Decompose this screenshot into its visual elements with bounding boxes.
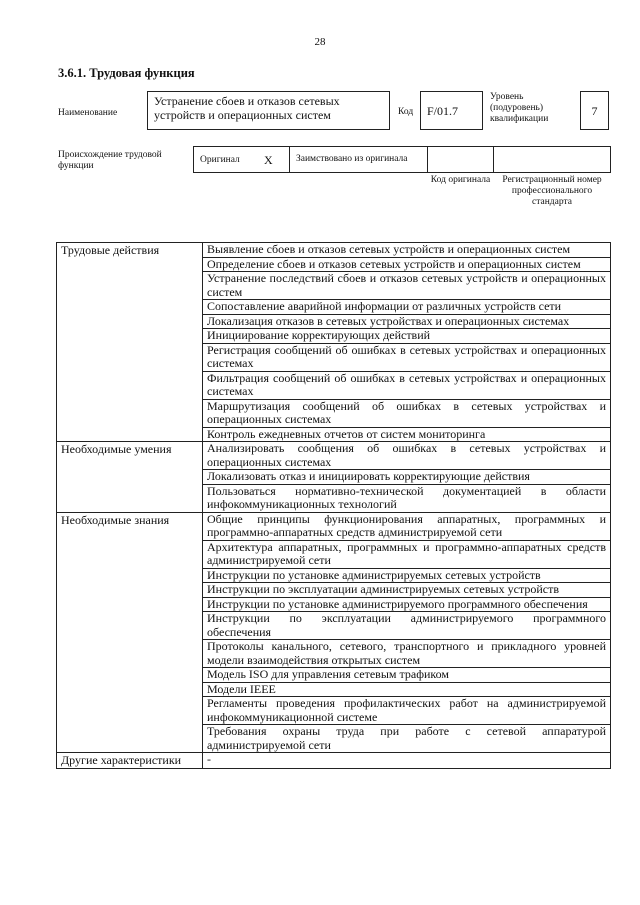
table-cell-item: - [203, 753, 611, 769]
table-row [57, 753, 611, 769]
table-cell-item: Инструкции по установке администрируемого программного обеспечения [203, 597, 611, 612]
table-cell-item: Инструкции по эксплуатации администрируемого программного обеспечения [203, 612, 611, 640]
labor-function-table [56, 242, 611, 769]
table-cell-item: Анализировать сообщения об ошибках в сетевых устройствах и операционных системах [203, 442, 611, 470]
table-cell-item: Инструкции по эксплуатации администрируемых сетевых устройств [203, 583, 611, 598]
table-cell-item: Архитектура аппаратных, программных и программно-аппаратных средств администрируемой сети [203, 540, 611, 568]
level-value-box: 7 [580, 91, 609, 130]
name-label: Наименование [58, 108, 118, 118]
table-row [57, 243, 611, 258]
table-cell-item: Маршрутизация сообщений об ошибках в сетевых устройствах и операционных системах [203, 399, 611, 427]
table-cell-item: Фильтрация сообщений об ошибках в сетевых устройствах и операционных системах [203, 371, 611, 399]
function-name-box: Устранение сбоев и отказов сетевых устройств и операционных систем [147, 91, 390, 130]
section-title: 3.6.1. Трудовая функция [58, 66, 195, 80]
table-cell-item: Сопоставление аварийной информации от различных устройств сети [203, 300, 611, 315]
table-cell-item: Протоколы канального, сетевого, транспортного и прикладного уровней модели взаимодействия открытых систем [203, 640, 611, 668]
table-cell-item: Контроль ежедневных отчетов от систем мониторинга [203, 427, 611, 442]
table-cell-item: Локализация отказов в сетевых устройствах и операционных системах [203, 314, 611, 329]
table-cell-item: Устранение последствий сбоев и отказов сетевых устройств и операционных систем [203, 272, 611, 300]
table-cell-item: Инициирование корректирующих действий [203, 329, 611, 344]
original-mark: X [264, 153, 273, 167]
section-category-label: Другие характеристики [57, 753, 203, 769]
section-category-label: Трудовые действия [57, 243, 203, 442]
table-cell-item: Выявление сбоев и отказов сетевых устройств и операционных систем [203, 243, 611, 258]
registration-number-box [493, 146, 611, 173]
table-cell-item: Регламенты проведения профилактических работ на администрируемой инфокоммуникационной системе [203, 697, 611, 725]
section-category-label: Необходимые умения [57, 442, 203, 513]
table-cell-item: Локализовать отказ и инициировать корректирующие действия [203, 470, 611, 485]
table-cell-item: Инструкции по установке администрируемых сетевых устройств [203, 568, 611, 583]
section-category-label: Необходимые знания [57, 512, 203, 753]
code-value-box: F/01.7 [420, 91, 483, 130]
origin-label: Происхождение трудовой функции [58, 150, 162, 171]
borrowed-label: Заимствовано из оригинала [296, 154, 408, 164]
table-cell-item: Регистрация сообщений об ошибках в сетевых устройствах и операционных системах [203, 343, 611, 371]
table-cell-item: Пользоваться нормативно-технической документацией в области инфокоммуникационных технологий [203, 484, 611, 512]
table-row [57, 442, 611, 470]
table-cell-item: Определение сбоев и отказов сетевых устройств и операционных систем [203, 257, 611, 272]
table-cell-item: Модели IEEE [203, 682, 611, 697]
original-code-box [427, 146, 494, 173]
table-cell-item: Модель ISO для управления сетевым трафиком [203, 668, 611, 683]
original-label: Оригинал [200, 155, 240, 165]
level-label: Уровень (подуровень) квалификации [490, 92, 549, 124]
original-box [193, 146, 290, 173]
page-number: 28 [314, 36, 326, 48]
table-cell-item: Общие принципы функционирования аппаратных, программных и программно-аппаратных средств администрируемой сети [203, 512, 611, 540]
original-code-caption: Код оригинала [430, 175, 491, 185]
table-cell-item: Требования охраны труда при работе с сетевой аппаратурой администрируемой сети [203, 725, 611, 753]
borrowed-box [289, 146, 428, 173]
table-row [57, 512, 611, 540]
code-label: Код [398, 107, 414, 117]
registration-number-caption: Регистрационный номер профессионального стандарта [502, 175, 602, 207]
